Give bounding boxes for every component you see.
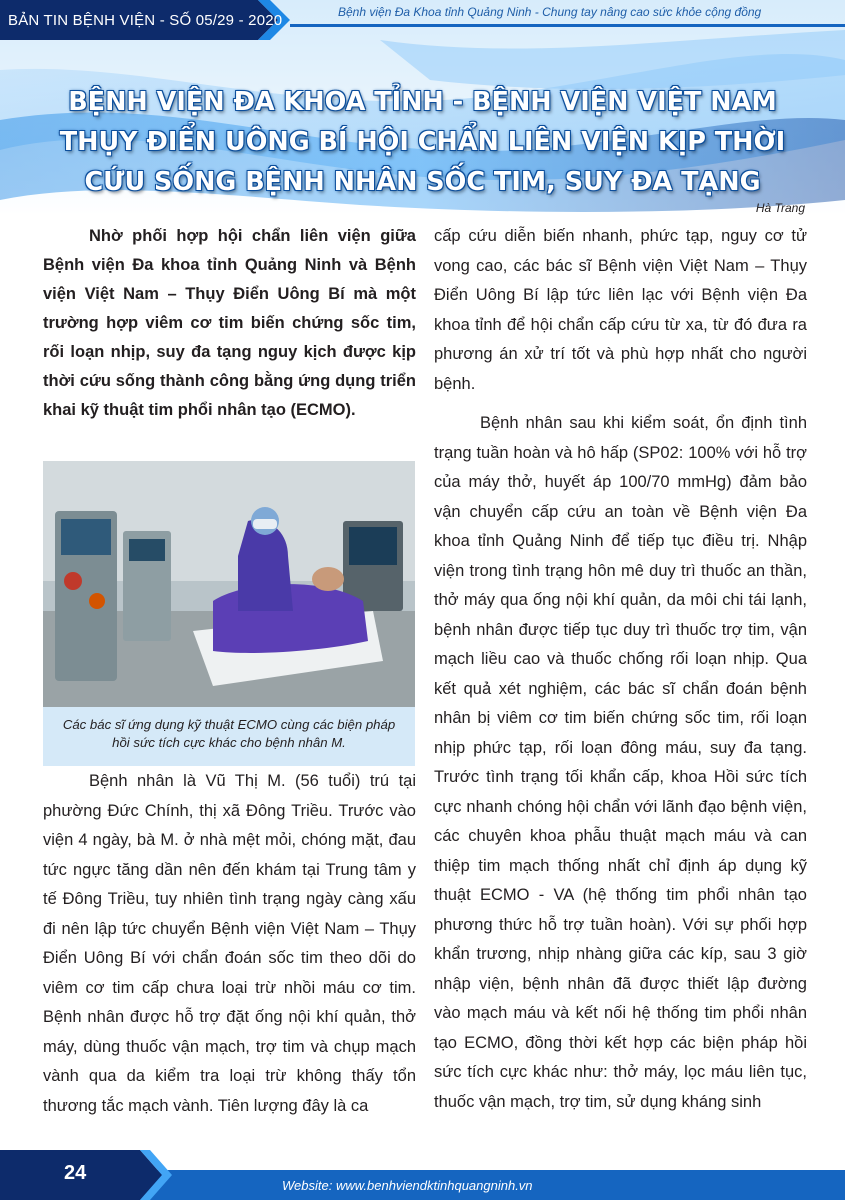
figure-caption: Các bác sĩ ứng dụng kỹ thuật ECMO cùng các biện pháp hồi sức tích cực khác cho bệnh nhân M.: [62, 717, 396, 750]
left-body-paragraph: Bệnh nhân là Vũ Thị M. (56 tuổi) trú tại phường Đức Chính, thị xã Đông Triều. Trước vào viện 4 ngày, bà M. ở nhà mệt mỏi, chóng mặt, đau tức ngực tăng dần nên đến khám tại Trung tâm y tế Đông Triều, tuy nhiên tình trạng ngày càng xấu đi nên lập tức chuyển Bệnh viện Việt Nam – Thụy Điển Uông Bí với chẩn đoán sốc tim theo dõi do viêm cơ tim cấp chưa loại trừ nhồi máu cơ tim. Bệnh nhân được hỗ trợ đặt ống nội khí quản, thở máy, dùng thuốc vận mạch, trợ tim và chụp mạch vành qua da kiểm tra loại trừ không thấy tổn thương tắc mạch vành. Tiên lượng đây là ca: [43, 772, 416, 1115]
ecmo-photo: [43, 461, 415, 707]
headline-line-2: THỤY ĐIỂN UÔNG BÍ HỘI CHẨN LIÊN VIỆN KỊP THỜI: [59, 127, 786, 157]
author-byline: Hà Trang: [755, 201, 805, 215]
article-figure: [43, 461, 415, 766]
right-column: [434, 222, 807, 1117]
right-body-paragraph-2: Bệnh nhân sau khi kiểm soát, ổn định tình trạng tuần hoàn và hô hấp (SP02: 100% với hỗ trợ của máy thở, huyết áp 100/70 mmHg) đảm bảo vận chuyển cấp cứu an toàn về Bệnh viện Đa khoa tỉnh Quảng Ninh để tiếp tục điều trị. Nhập viện trong tình trạng hôn mê duy trì thuốc an thần, thở máy qua ống nội khí quản, da môi chi tái lạnh, bệnh nhân được tiếp tục duy trì thuốc trợ tim, vận mạch liều cao và thuốc chống rối loạn nhịp. Qua kết quả xét nghiệm, các bác sĩ chẩn đoán bệnh nhân bị viêm cơ tim biến chứng sốc tim, rối loạn nhịp phức tạp, rối loạn đông máu, suy đa tạng. Trước tình trạng tối khẩn cấp, khoa Hồi sức tích cực nhanh chóng hội chẩn với lãnh đạo bệnh viện, các chuyên khoa phẫu thuật mạch máu và can thiệp tim mạch thống nhất chỉ định áp dụng kỹ thuật ECMO - VA (hệ thống tim phổi nhân tạo phương thức hỗ trợ tuần hoàn). Với sự phối hợp khẩn trương, nhịp nhàng giữa các kíp, sau 3 giờ nhập viện, bệnh nhân đã được thiết lập đường vào mạch máu và kết nối hệ thống tim phổi nhân tạo ECMO, đồng thời kết hợp các biện pháp hồi sức tích cực khác như: thở máy, lọc máu liên tục, thuốc vận mạch, trợ tim, sử dụng kháng sinh: [434, 414, 807, 1111]
page-number: 24: [64, 1162, 87, 1184]
issue-label: BẢN TIN BỆNH VIỆN - SỐ 05/29 - 2020: [8, 12, 283, 29]
headline-line-3: CỨU SỐNG BỆNH NHÂN SỐC TIM, SUY ĐA TẠNG: [84, 167, 761, 197]
website-link[interactable]: Website: www.benhviendktinhquangninh.vn: [282, 1178, 533, 1193]
article-headline: [40, 82, 805, 202]
lead-paragraph: Nhờ phối hợp hội chẩn liên viện giữa Bệnh viện Đa khoa tỉnh Quảng Ninh và Bệnh viện Việt Nam – Thụy Điển Uông Bí mà một trường hợp viêm cơ tim biến chứng sốc tim, rối loạn nhịp, suy đa tạng nguy kịch được kịp thời cứu sống thành công bằng ứng dụng triển khai kỹ thuật tim phổi nhân tạo (ECMO).: [43, 227, 416, 419]
headline-line-1: BỆNH VIỆN ĐA KHOA TỈNH - BỆNH VIỆN VIỆT NAM: [68, 87, 777, 117]
right-body-paragraph-1: cấp cứu diễn biến nhanh, phức tạp, nguy cơ tử vong cao, các bác sĩ Bệnh viện Việt Nam – Thụy Điển Uông Bí lập tức liên lạc với Bệnh viện Đa khoa tỉnh để hội chẩn cấp cứu từ xa, từ đó đưa ra phương án xử trí tốt và phù hợp nhất cho người bệnh.: [434, 227, 807, 393]
header-motto: Bệnh viện Đa Khoa tỉnh Quảng Ninh - Chung tay nâng cao sức khỏe cộng đồng: [338, 5, 762, 19]
left-body: [43, 767, 416, 1121]
